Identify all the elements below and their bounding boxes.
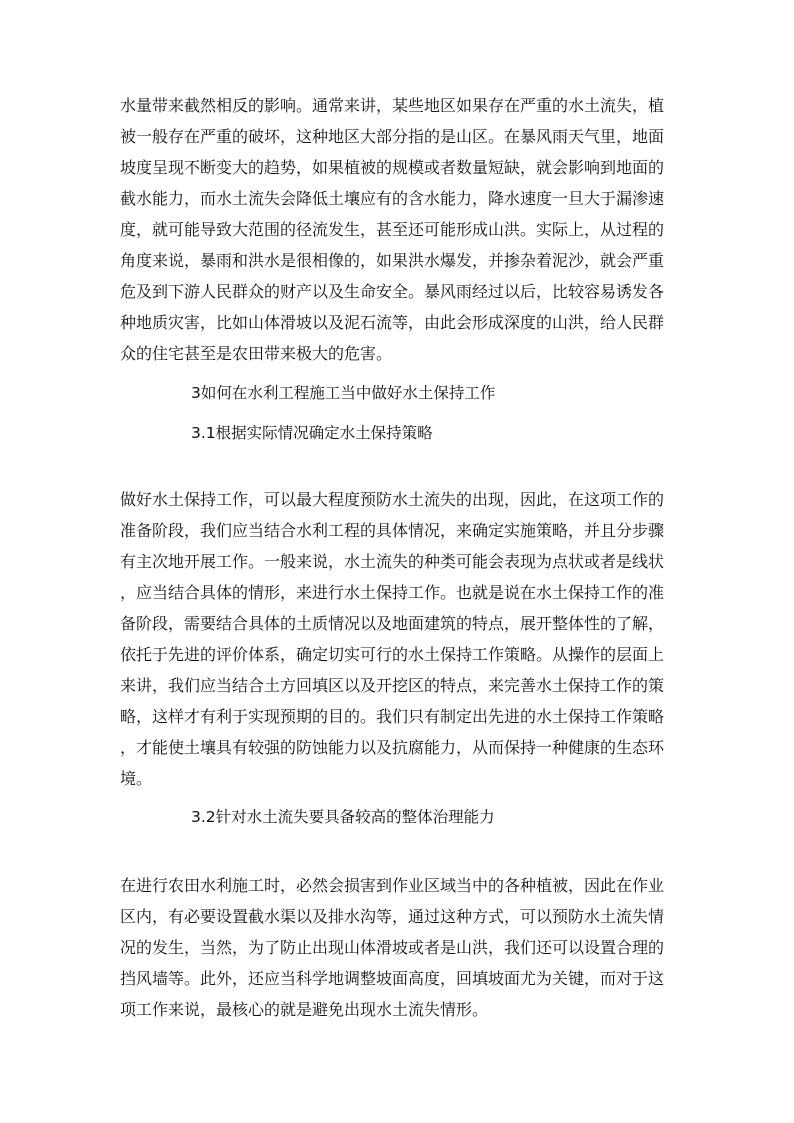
paragraph-line: 做好水土保持工作，可以最大程度预防水土流失的出现，因此，在这项工作的	[120, 490, 665, 509]
paragraph-line: 略，这样才有利于实现预期的目的。我们只有制定出先进的水土保持工作策略	[120, 707, 665, 726]
paragraph-line: 来讲，我们应当结合土方回填区以及开挖区的特点，来完善水土保持工作的策	[120, 676, 665, 695]
paragraph-line: 区内，有必要设置截水渠以及排水沟等，通过这种方式，可以预防水土流失情	[120, 907, 665, 926]
paragraph-line: 坡度呈现不断变大的趋势，如果植被的规模或者数量短缺，就会影响到地面的	[120, 158, 665, 177]
paragraph-line: 况的发生，当然，为了防止出现山体滑坡或者是山洪，我们还可以设置合理的	[120, 938, 665, 957]
paragraph-line: 在进行农田水利施工时，必然会损害到作业区域当中的各种植被，因此在作业	[120, 876, 665, 895]
paragraph-line: 依托于先进的评价体系，确定切实可行的水土保持工作策略。从操作的层面上	[120, 645, 665, 664]
subsection-heading-3-2: 3.2针对水土流失要具备较高的整体治理能力	[191, 808, 495, 826]
paragraph-line: 挡风墙等。此外，还应当科学地调整坡面高度，回填坡面尤为关键，而对于这	[120, 969, 665, 988]
paragraph-line: 准备阶段，我们应当结合水利工程的具体情况，来确定实施策略，并且分步骤	[120, 521, 665, 540]
paragraph-line: 角度来说，暴雨和洪水是很相像的，如果洪水爆发，并掺杂着泥沙，就会严重	[120, 251, 665, 270]
paragraph-line: 度，就可能导致大范围的径流发生，甚至还可能形成山洪。实际上，从过程的	[120, 220, 665, 239]
subsection-heading-3-1: 3.1根据实际情况确定水土保持策略	[191, 424, 433, 442]
paragraph-line: ，应当结合具体的情形，来进行水土保持工作。也就是说在水土保持工作的准	[120, 583, 665, 602]
paragraph-line: 截水能力，而水土流失会降低土壤应有的含水能力，降水速度一旦大于漏渗速	[120, 189, 665, 208]
paragraph-line: 众的住宅甚至是农田带来极大的危害。	[120, 344, 393, 363]
paragraph-line: 危及到下游人民群众的财产以及生命安全。暴风雨经过以后，比较容易诱发各	[120, 282, 665, 301]
paragraph-line: 项工作来说，最核心的就是避免出现水土流失情形。	[120, 1000, 489, 1019]
paragraph-line: ，才能使土壤具有较强的防蚀能力以及抗腐能力，从而保持一种健康的生态环	[120, 738, 665, 757]
paragraph-line: 被一般存在严重的破坏，这种地区大部分指的是山区。在暴风雨天气里，地面	[120, 127, 665, 146]
paragraph-line: 有主次地开展工作。一般来说，水土流失的种类可能会表现为点状或者是线状	[120, 552, 665, 571]
section-heading-3: 3如何在水利工程施工当中做好水土保持工作	[191, 384, 496, 402]
paragraph-line: 种地质灾害，比如山体滑坡以及泥石流等，由此会形成深度的山洪，给人民群	[120, 313, 665, 332]
paragraph-line: 水量带来截然相反的影响。通常来讲，某些地区如果存在严重的水土流失，植	[120, 96, 665, 115]
paragraph-line: 备阶段，需要结合具体的土质情况以及地面建筑的特点，展开整体性的了解，	[120, 614, 665, 633]
paragraph-line: 境。	[120, 769, 153, 788]
